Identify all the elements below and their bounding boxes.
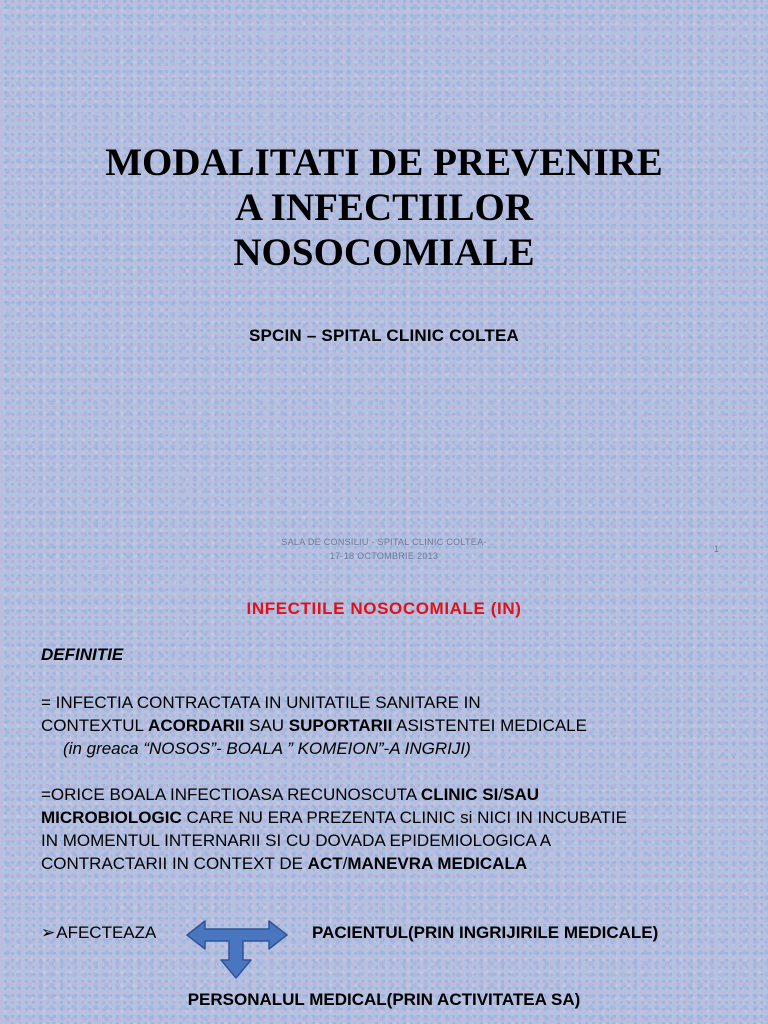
slide-footer: [0, 535, 768, 563]
arrow-bullet-icon: ➢: [41, 923, 56, 942]
branch-arrow-icon: [185, 916, 289, 980]
slide-2-title: INFECTIILE NOSOCOMIALE (IN): [246, 599, 522, 618]
definition-paragraph-1: [41, 691, 587, 760]
target-patient: PACIENTUL(PRIN INGRIJIRILE MEDICALE): [312, 923, 659, 942]
slide-subtitle: SPCIN – SPITAL CLINIC COLTEA: [248, 326, 520, 345]
title-line: A INFECTIILOR: [235, 186, 533, 229]
affects-label: AFECTEAZA: [56, 923, 157, 942]
definition-paragraph-2: [41, 783, 627, 875]
definition-heading: DEFINITIE: [41, 645, 124, 664]
etymology-line: (in greaca “NOSOS”- BOALA ” KOMEION”-A INGRIJI): [63, 739, 471, 758]
footer-line: 17-18 OCTOMBRIE 2013: [329, 551, 439, 561]
page-number: 1: [714, 544, 720, 554]
target-staff: PERSONALUL MEDICAL(PRIN ACTIVITATEA SA): [187, 990, 581, 1009]
text-line: = INFECTIA CONTRACTATA IN UNITATILE SANITARE IN: [41, 693, 481, 712]
slide-title: [0, 140, 768, 275]
title-line: MODALITATI DE PREVENIRE: [105, 141, 663, 184]
footer-line: SALA DE CONSILIU - SPITAL CLINIC COLTEA-: [281, 537, 487, 547]
affects-item: [41, 923, 156, 943]
text-line: CONTEXTUL ACORDARII SAU SUPORTARII ASISTENTEI MEDICALE: [41, 716, 587, 735]
text-line: MICROBIOLOGIC CARE NU ERA PREZENTA CLINIC si NICI IN INCUBATIE: [41, 808, 627, 827]
text-line: IN MOMENTUL INTERNARII SI CU DOVADA EPIDEMIOLOGICA A: [41, 831, 552, 850]
text-line: CONTRACTARII IN CONTEXT DE ACT/MANEVRA MEDICALA: [41, 854, 528, 873]
title-line: NOSOCOMIALE: [233, 231, 535, 274]
text-line: =ORICE BOALA INFECTIOASA RECUNOSCUTA CLINIC SI/SAU: [41, 785, 540, 804]
